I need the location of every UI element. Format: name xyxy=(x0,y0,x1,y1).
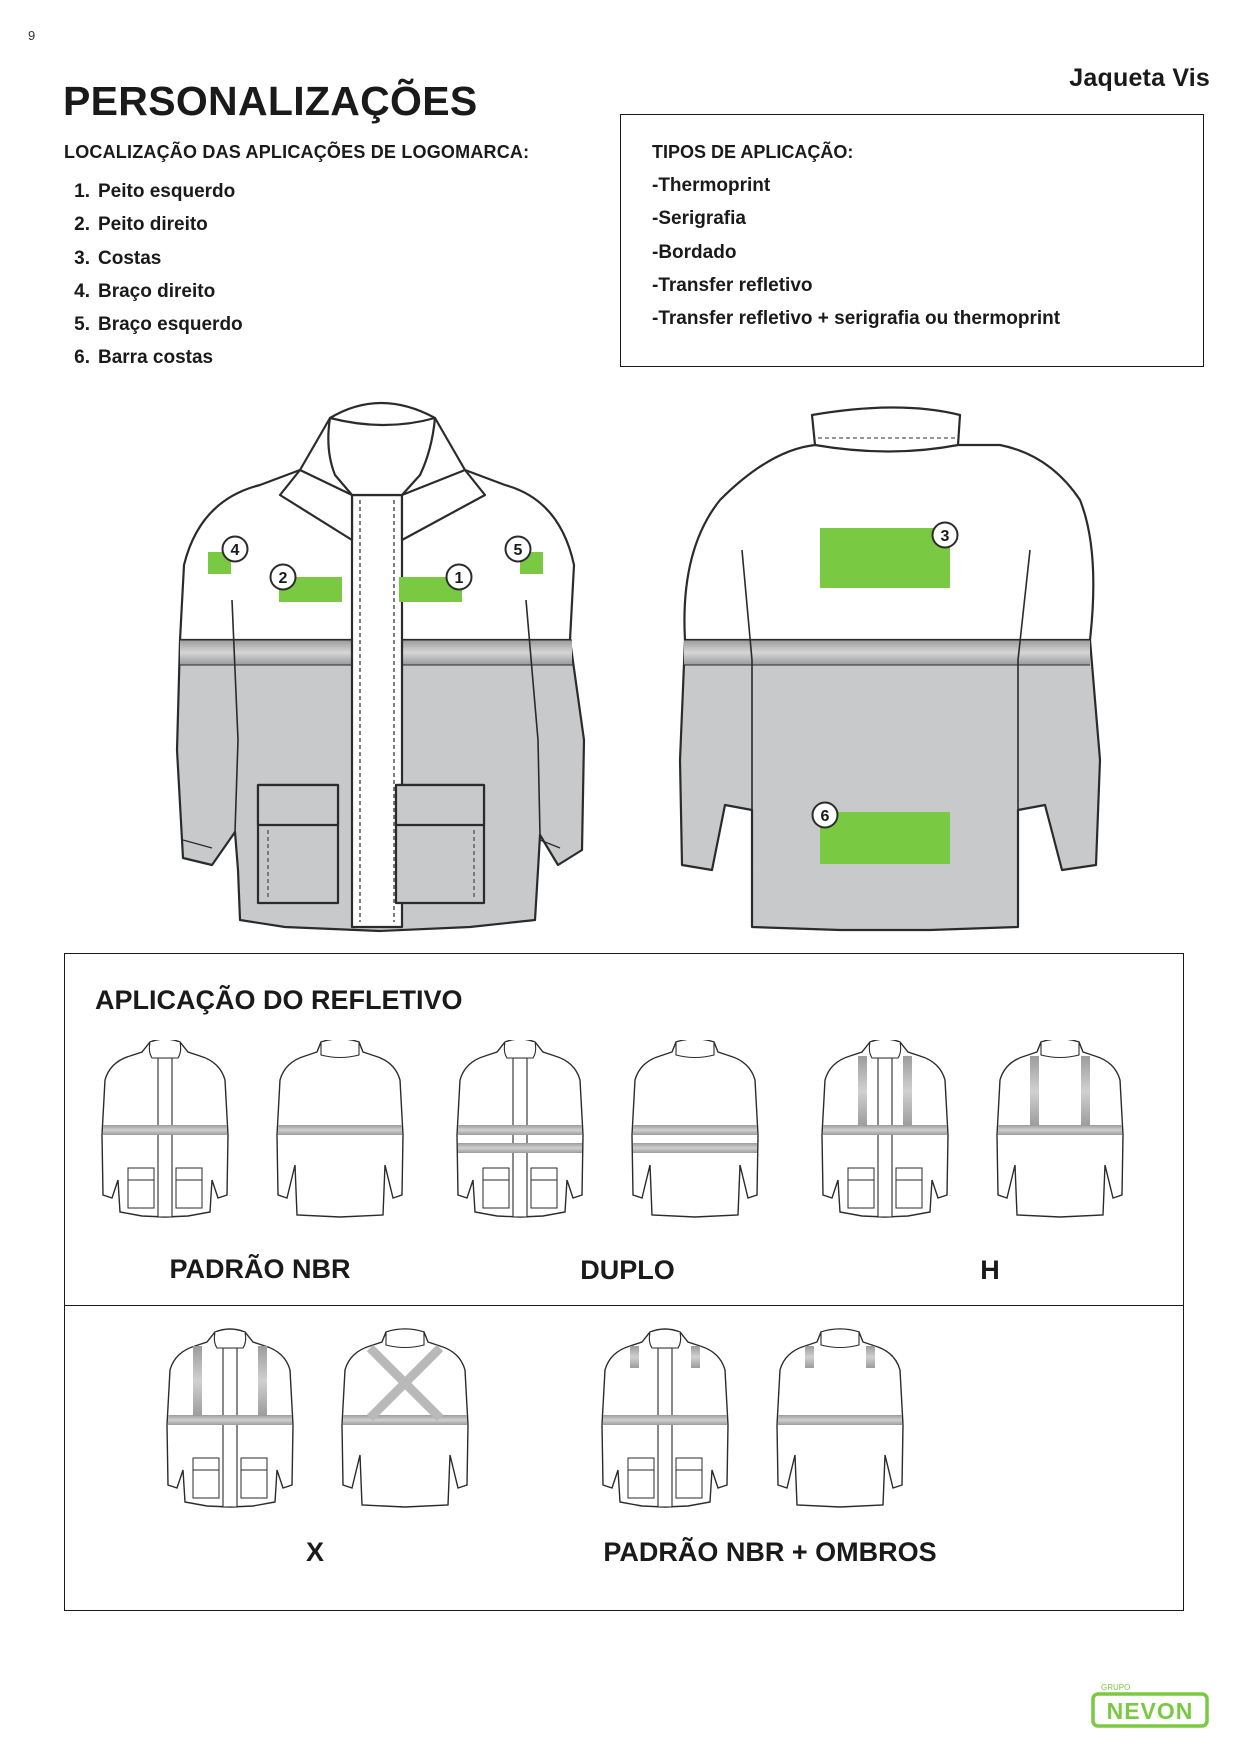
list-number: 1. xyxy=(74,181,90,202)
logo-locations-list xyxy=(64,181,243,381)
variant-padrao-nbr-front-icon xyxy=(102,1040,228,1217)
reflective-variants xyxy=(0,1040,1241,1600)
marker-label: 3 xyxy=(940,528,950,545)
list-item: -Bordado xyxy=(652,241,737,263)
page-title: PERSONALIZAÇÕES xyxy=(63,78,478,124)
list-item: -Thermoprint xyxy=(652,175,771,196)
reflective-heading: APLICAÇÃO DO REFLETIVO xyxy=(95,985,463,1015)
variant-h-back-icon xyxy=(997,1040,1123,1217)
list-number: 2. xyxy=(74,214,90,236)
list-item xyxy=(64,314,243,347)
variant-label-x: X xyxy=(305,1537,324,1567)
list-label: Peito esquerdo xyxy=(98,181,236,202)
variant-label-padrao-nbr: PADRÃO NBR xyxy=(169,1254,351,1284)
marker-5 xyxy=(506,537,531,562)
marker-label: 5 xyxy=(513,542,523,559)
list-item xyxy=(64,214,243,247)
list-label: Barra costas xyxy=(98,347,214,369)
marker-label: 2 xyxy=(278,570,288,587)
variant-padrao-nbr-ombros-back-icon xyxy=(777,1329,903,1507)
logo-small-text: GRUPO xyxy=(1101,1683,1131,1692)
variant-duplo-back-icon xyxy=(632,1040,758,1217)
list-item xyxy=(64,347,243,380)
variant-x-front-icon xyxy=(167,1329,293,1507)
marker-2 xyxy=(271,565,296,590)
logo-zone-6 xyxy=(820,812,950,864)
variant-duplo-front-icon xyxy=(457,1040,583,1217)
logo-brand: NEVON xyxy=(1106,1698,1194,1724)
list-label: Braço esquerdo xyxy=(98,314,243,336)
marker-6 xyxy=(813,803,838,828)
list-item xyxy=(64,181,243,214)
marker-label: 6 xyxy=(820,808,830,825)
marker-label: 4 xyxy=(230,542,240,559)
list-label: Braço direito xyxy=(98,280,216,302)
page-number: 9 xyxy=(28,28,36,43)
variant-label-padrao-nbr-ombros: PADRÃO NBR + OMBROS xyxy=(603,1537,937,1567)
marker-label: 1 xyxy=(454,570,464,587)
application-types-box xyxy=(620,114,1204,367)
list-item: -Transfer refletivo xyxy=(652,274,813,296)
list-label: Peito direito xyxy=(98,214,208,236)
product-name: Jaqueta Vis xyxy=(1069,64,1210,92)
marker-1 xyxy=(447,565,472,590)
list-number: 6. xyxy=(74,347,90,369)
list-number: 5. xyxy=(74,314,90,336)
jacket-illustrations xyxy=(0,400,1241,940)
list-item xyxy=(64,248,243,281)
application-types-heading: TIPOS DE APLICAÇÃO: xyxy=(652,142,854,162)
variant-padrao-nbr-back-icon xyxy=(277,1040,403,1217)
variant-label-h: H xyxy=(980,1255,1000,1285)
application-types-list xyxy=(652,175,1060,341)
list-item xyxy=(64,281,243,314)
jacket-front-icon xyxy=(177,403,584,931)
variant-x-back-icon xyxy=(342,1329,468,1507)
list-item: -Serigrafia xyxy=(652,208,746,230)
logo-zone-3 xyxy=(820,528,950,588)
variant-padrao-nbr-ombros-front-icon xyxy=(602,1329,728,1507)
variant-h-front-icon xyxy=(822,1040,948,1217)
marker-3 xyxy=(933,523,958,548)
list-number: 3. xyxy=(74,247,90,269)
list-number: 4. xyxy=(74,280,90,302)
list-label: Costas xyxy=(98,247,162,269)
marker-4 xyxy=(223,537,248,562)
list-item: -Transfer refletivo + serigrafia ou thermoprint xyxy=(652,308,1061,330)
logo-locations-heading: LOCALIZAÇÃO DAS APLICAÇÕES DE LOGOMARCA: xyxy=(64,142,530,162)
variant-label-duplo: DUPLO xyxy=(580,1255,675,1285)
nevon-logo xyxy=(1091,1680,1211,1730)
